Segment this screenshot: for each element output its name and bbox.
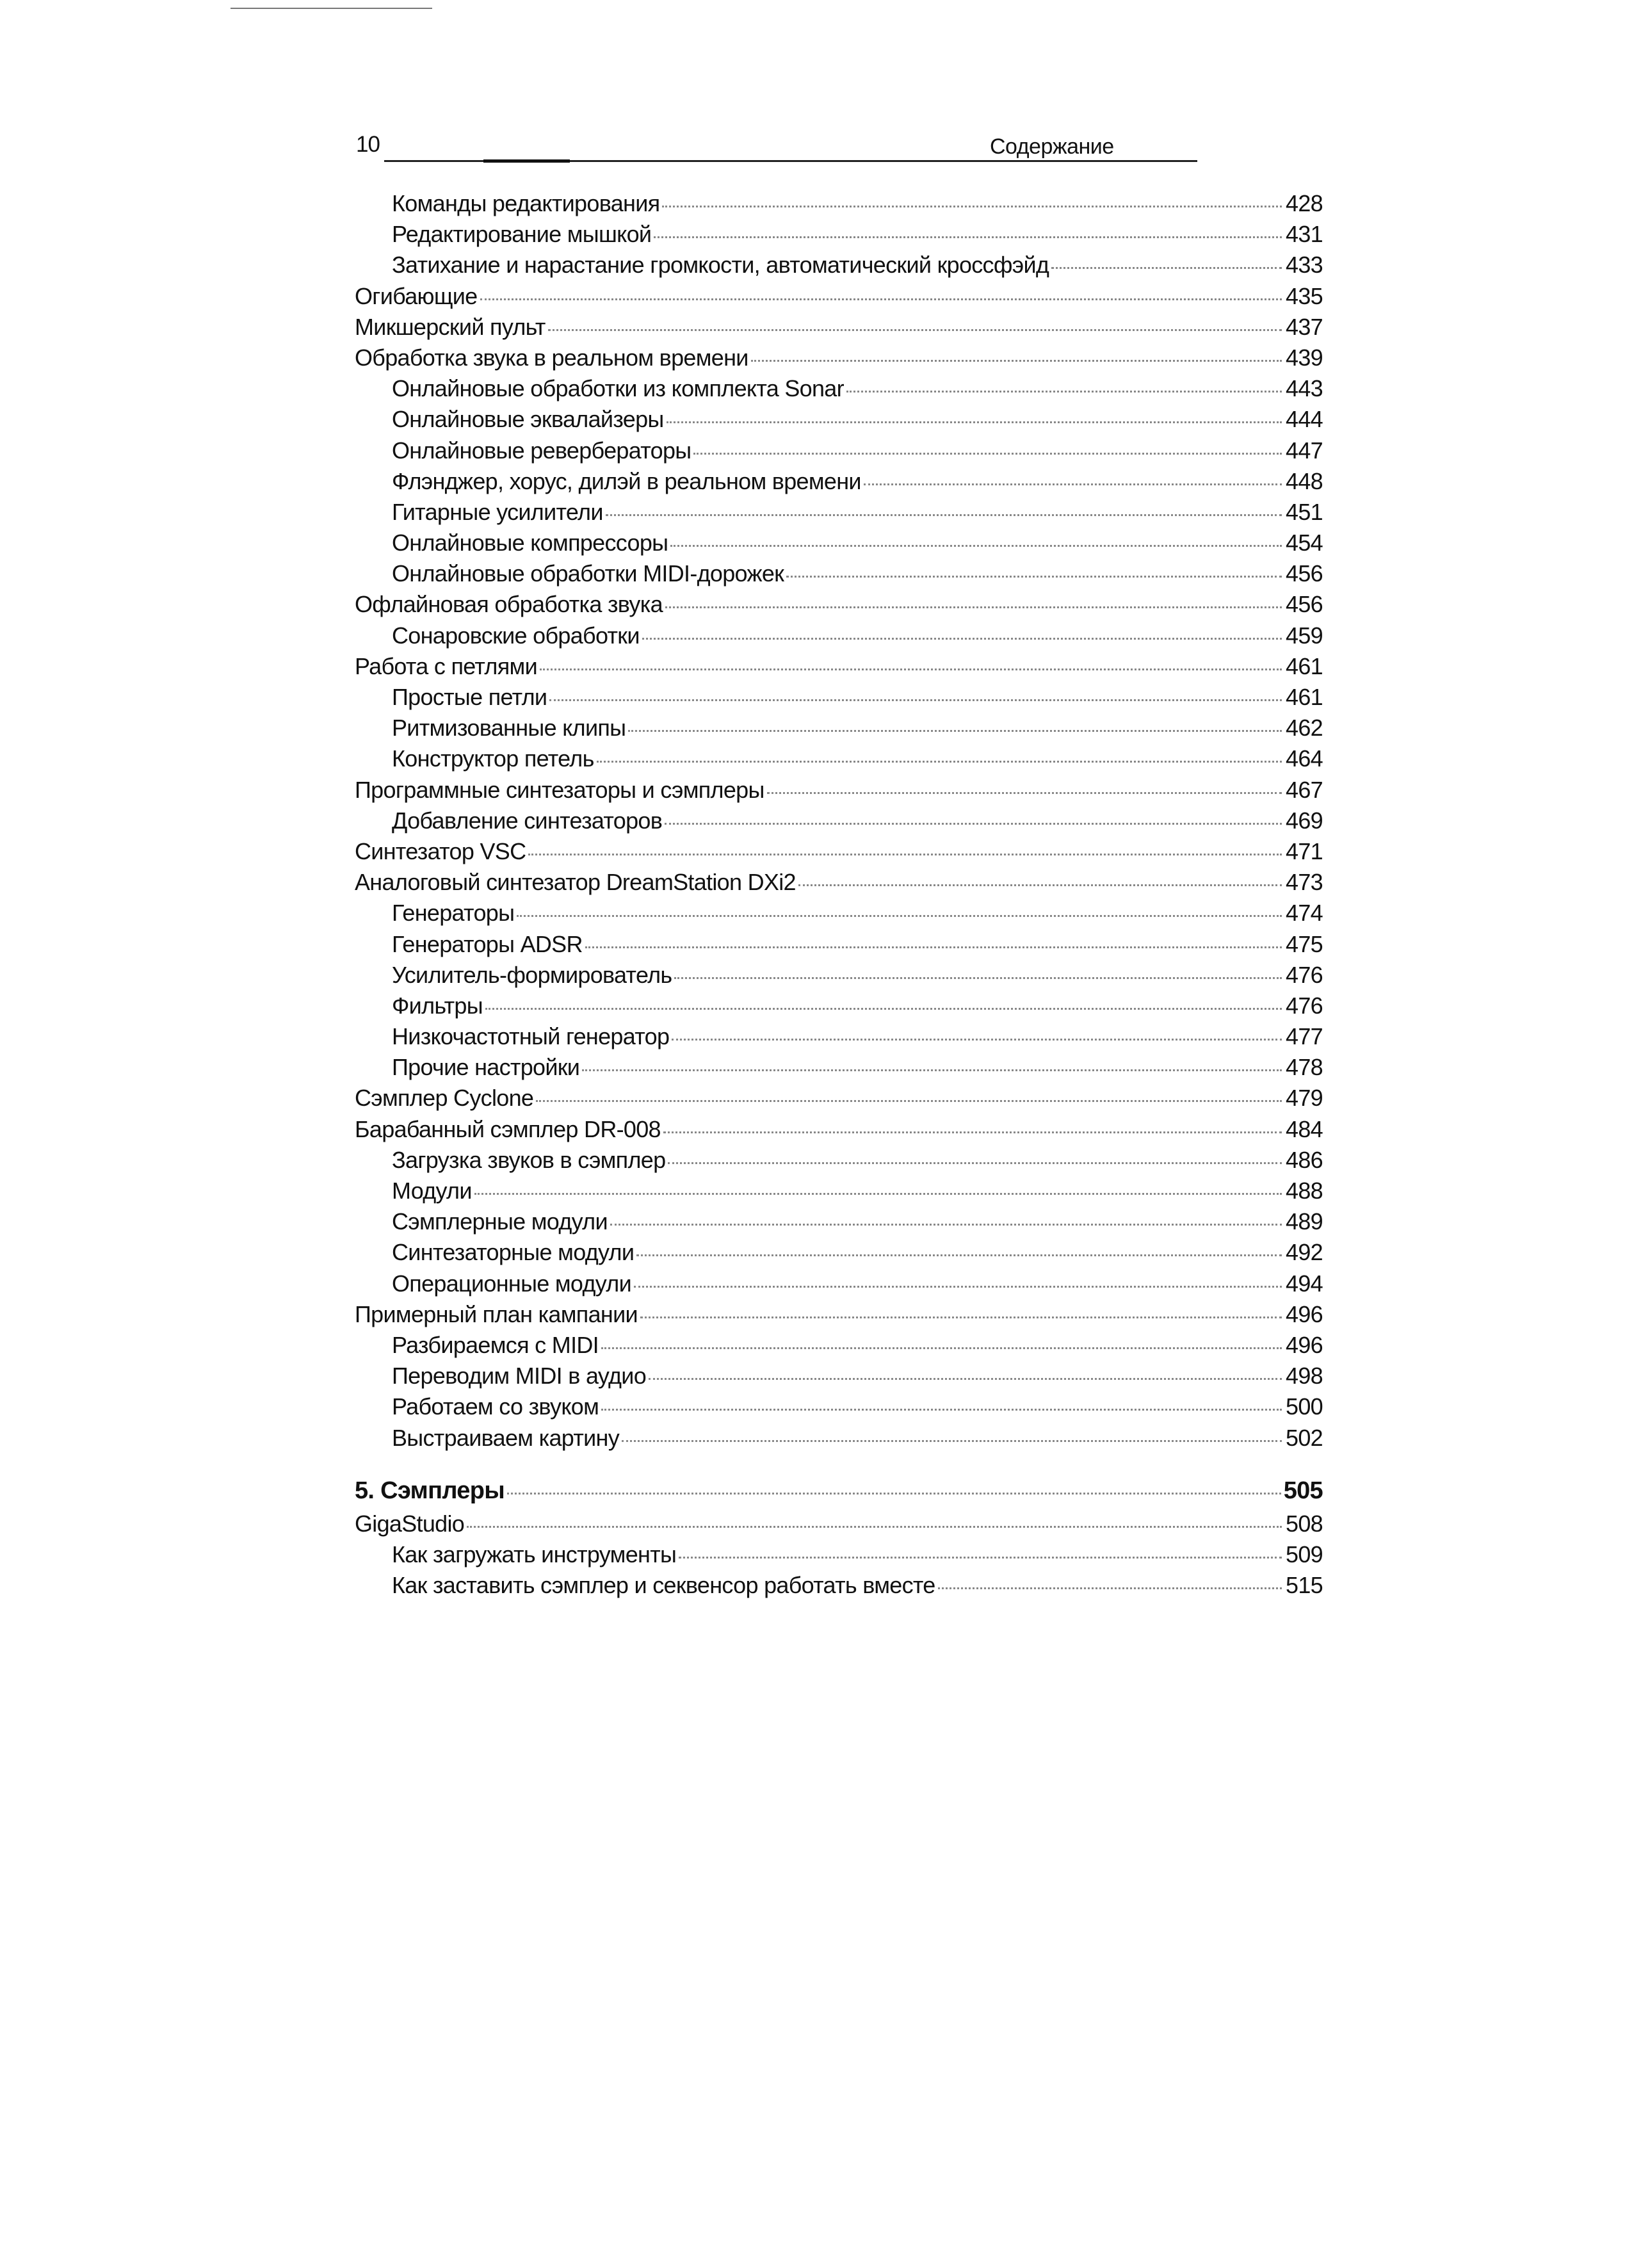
toc-entry-page: 478 <box>1286 1054 1323 1081</box>
toc-dot-leader <box>640 1316 1282 1318</box>
toc-entry-title: Онлайновые обработки MIDI-дорожек <box>392 560 784 587</box>
toc-entry[interactable] <box>355 188 1323 219</box>
toc-entry-page: 433 <box>1286 252 1323 279</box>
toc-entry[interactable] <box>355 960 1323 991</box>
toc-dot-leader <box>751 360 1282 362</box>
toc-entry-page: 505 <box>1283 1477 1323 1504</box>
toc-dot-leader <box>672 1039 1282 1041</box>
toc-dot-leader <box>528 854 1282 855</box>
toc-entry[interactable] <box>355 589 1323 620</box>
toc-entry[interactable] <box>355 343 1323 373</box>
toc-entry-title: Примерный план кампании <box>355 1300 638 1327</box>
running-title: Содержание <box>990 134 1114 159</box>
toc-entry-page: 456 <box>1286 560 1323 587</box>
toc-entry-page: 508 <box>1286 1510 1323 1537</box>
table-of-contents <box>355 188 1323 1601</box>
toc-entry-title: Команды редактирования <box>392 190 660 216</box>
toc-entry[interactable] <box>355 281 1323 312</box>
toc-entry-page: 488 <box>1286 1178 1323 1204</box>
toc-dot-leader <box>662 206 1282 207</box>
toc-dot-leader <box>601 1409 1282 1411</box>
toc-entry[interactable] <box>355 1114 1323 1145</box>
toc-entry[interactable] <box>355 1509 1323 1539</box>
toc-entry-title: Как загружать инструменты <box>392 1541 677 1567</box>
toc-entry-title: Фильтры <box>392 992 483 1019</box>
toc-entry-title: Микшерский пульт <box>355 313 546 340</box>
toc-entry-title: GigaStudio <box>355 1510 465 1537</box>
toc-entry-title: Сонаровские обработки <box>392 622 640 649</box>
toc-entry[interactable] <box>355 1391 1323 1422</box>
toc-entry[interactable] <box>355 867 1323 898</box>
toc-dot-leader <box>548 329 1282 331</box>
toc-entry[interactable] <box>355 1052 1323 1083</box>
toc-entry-title: Затихание и нарастание громкости, автоматический кроссфэйд <box>392 252 1049 279</box>
toc-entry[interactable] <box>355 806 1323 836</box>
toc-entry-title: Сэмплерные модули <box>392 1208 608 1235</box>
toc-entry-page: 459 <box>1286 622 1323 649</box>
toc-entry-page: 444 <box>1286 406 1323 433</box>
page-header <box>352 131 1325 168</box>
toc-dot-leader <box>864 483 1282 485</box>
toc-dot-leader <box>582 1069 1282 1071</box>
toc-dot-leader <box>642 638 1282 640</box>
toc-entry-title: Переводим MIDI в аудио <box>392 1363 647 1389</box>
toc-entry-page: 479 <box>1286 1085 1323 1112</box>
toc-entry-page: 515 <box>1286 1572 1323 1599</box>
toc-dot-leader <box>938 1587 1282 1589</box>
toc-dot-leader <box>679 1557 1282 1559</box>
toc-entry-page: 476 <box>1286 961 1323 988</box>
toc-dot-leader <box>517 915 1282 917</box>
toc-dot-leader <box>649 1378 1282 1380</box>
toc-dot-leader <box>1051 267 1282 269</box>
toc-entry-page: 473 <box>1286 869 1323 896</box>
toc-entry-page: 496 <box>1286 1300 1323 1327</box>
toc-chapter-entry[interactable] <box>355 1473 1323 1509</box>
toc-entry-title: Программные синтезаторы и сэмплеры <box>355 776 764 803</box>
toc-dot-leader <box>597 761 1282 763</box>
toc-entry[interactable] <box>355 775 1323 806</box>
toc-entry-page: 428 <box>1286 190 1323 216</box>
toc-dot-leader <box>622 1440 1282 1442</box>
toc-entry-title: Работаем со звуком <box>392 1393 599 1420</box>
toc-dot-leader <box>654 236 1282 238</box>
toc-entry-title: Конструктор петель <box>392 745 594 772</box>
toc-entry[interactable] <box>355 682 1323 713</box>
toc-dot-leader <box>601 1347 1282 1349</box>
toc-entry[interactable] <box>355 1237 1323 1268</box>
toc-entry[interactable] <box>355 404 1323 435</box>
toc-entry-page: 435 <box>1286 282 1323 309</box>
toc-dot-leader <box>536 1100 1282 1102</box>
toc-dot-leader <box>798 884 1282 886</box>
toc-entry-page: 474 <box>1286 900 1323 927</box>
toc-entry[interactable] <box>355 898 1323 928</box>
page-number: 10 <box>356 132 380 157</box>
toc-dot-leader <box>670 545 1282 547</box>
toc-entry-title: Генераторы ADSR <box>392 930 583 957</box>
toc-entry[interactable] <box>355 312 1323 343</box>
toc-entry-title: Синтезатор VSC <box>355 838 526 864</box>
toc-dot-leader <box>474 1193 1282 1195</box>
toc-entry-title: Ритмизованные клипы <box>392 715 626 741</box>
toc-entry-page: 500 <box>1286 1393 1323 1420</box>
toc-entry-page: 443 <box>1286 375 1323 402</box>
toc-entry-title: Простые петли <box>392 684 547 710</box>
toc-entry[interactable] <box>355 497 1323 528</box>
toc-entry-title: Работа с петлями <box>355 652 537 679</box>
toc-dot-leader <box>665 606 1282 608</box>
toc-entry[interactable] <box>355 250 1323 280</box>
toc-entry-page: 467 <box>1286 776 1323 803</box>
toc-entry[interactable] <box>355 435 1323 466</box>
toc-entry[interactable] <box>355 713 1323 743</box>
toc-entry-page: 492 <box>1286 1239 1323 1266</box>
toc-dot-leader <box>668 1162 1282 1164</box>
toc-dot-leader <box>786 576 1282 578</box>
toc-entry-page: 502 <box>1286 1424 1323 1451</box>
toc-entry[interactable] <box>355 1570 1323 1601</box>
toc-dot-leader <box>663 1131 1282 1133</box>
toc-entry-page: 486 <box>1286 1146 1323 1173</box>
toc-entry[interactable] <box>355 1299 1323 1330</box>
toc-entry-title: Онлайновые обработки из комплекта Sonar <box>392 375 844 402</box>
toc-entry[interactable] <box>355 1361 1323 1391</box>
toc-entry-title: Аналоговый синтезатор DreamStation DXi2 <box>355 869 796 896</box>
toc-dot-leader <box>628 730 1282 732</box>
toc-entry-page: 431 <box>1286 221 1323 248</box>
toc-dot-leader <box>674 977 1282 979</box>
toc-dot-leader <box>585 946 1282 948</box>
toc-dot-leader <box>467 1526 1282 1528</box>
toc-dot-leader <box>480 298 1282 300</box>
toc-entry[interactable] <box>355 1206 1323 1237</box>
header-rule-accent <box>483 159 570 163</box>
toc-entry-page: 477 <box>1286 1023 1323 1050</box>
toc-entry-title: Как заставить сэмплер и секвенсор работать вместе <box>392 1572 935 1599</box>
toc-dot-leader <box>665 823 1282 825</box>
toc-entry[interactable] <box>355 466 1323 497</box>
toc-entry-title: Редактирование мышкой <box>392 221 652 248</box>
toc-entry-title: Синтезаторные модули <box>392 1239 635 1266</box>
toc-entry[interactable] <box>355 1539 1323 1570</box>
toc-dot-leader <box>846 391 1282 393</box>
toc-entry-page: 448 <box>1286 467 1323 494</box>
scan-artifact-line <box>230 8 432 9</box>
toc-entry-title: Барабанный сэмплер DR-008 <box>355 1115 661 1142</box>
toc-entry[interactable] <box>355 373 1323 404</box>
toc-entry-page: 462 <box>1286 715 1323 741</box>
toc-entry[interactable] <box>355 528 1323 558</box>
toc-entry-title: Онлайновые компрессоры <box>392 530 668 556</box>
toc-entry-page: 484 <box>1286 1115 1323 1142</box>
toc-entry-title: Низкочастотный генератор <box>392 1023 670 1050</box>
toc-entry-title: Обработка звука в реальном времени <box>355 344 748 371</box>
toc-entry[interactable] <box>355 1021 1323 1052</box>
toc-dot-leader <box>634 1286 1282 1288</box>
toc-entry[interactable] <box>355 1330 1323 1361</box>
toc-entry-page: 454 <box>1286 530 1323 556</box>
toc-entry[interactable] <box>355 743 1323 774</box>
toc-entry[interactable] <box>355 651 1323 682</box>
toc-entry-page: 475 <box>1286 930 1323 957</box>
toc-entry-title: Сэмплер Cyclone <box>355 1085 534 1112</box>
toc-entry-title: Добавление синтезаторов <box>392 807 663 834</box>
toc-entry-page: 439 <box>1286 344 1323 371</box>
toc-entry-title: Операционные модули <box>392 1270 631 1297</box>
toc-entry[interactable] <box>355 620 1323 651</box>
toc-dot-leader <box>485 1008 1282 1010</box>
toc-dot-leader <box>636 1254 1282 1256</box>
toc-entry-title: Выстраиваем картину <box>392 1424 620 1451</box>
toc-entry-page: 464 <box>1286 745 1323 772</box>
toc-entry[interactable] <box>355 1083 1323 1114</box>
toc-entry[interactable] <box>355 836 1323 867</box>
toc-entry-title: Загрузка звуков в сэмплер <box>392 1146 666 1173</box>
toc-entry-title: Разбираемся с MIDI <box>392 1331 599 1358</box>
toc-dot-leader <box>540 668 1282 670</box>
toc-dot-leader <box>667 421 1282 423</box>
toc-dot-leader <box>767 792 1282 794</box>
toc-entry-page: 476 <box>1286 992 1323 1019</box>
toc-dot-leader <box>610 1224 1282 1226</box>
toc-entry-page: 461 <box>1286 652 1323 679</box>
toc-entry[interactable] <box>355 219 1323 250</box>
toc-entry-page: 496 <box>1286 1331 1323 1358</box>
toc-entry-page: 494 <box>1286 1270 1323 1297</box>
toc-entry-title: Прочие настройки <box>392 1054 580 1081</box>
toc-entry-page: 456 <box>1286 591 1323 618</box>
toc-entry-title: Генераторы <box>392 900 515 927</box>
toc-entry[interactable] <box>355 929 1323 960</box>
toc-entry-title: Офлайновая обработка звука <box>355 591 663 618</box>
toc-entry-title: Онлайновые эквалайзеры <box>392 406 664 433</box>
toc-entry[interactable] <box>355 1145 1323 1176</box>
toc-dot-leader <box>507 1493 1281 1494</box>
toc-dot-leader <box>549 699 1282 701</box>
toc-entry[interactable] <box>355 558 1323 589</box>
toc-entry[interactable] <box>355 1423 1323 1454</box>
toc-entry-page: 509 <box>1286 1541 1323 1567</box>
toc-entry[interactable] <box>355 1176 1323 1206</box>
toc-entry-page: 498 <box>1286 1363 1323 1389</box>
toc-entry-title: Модули <box>392 1178 472 1204</box>
toc-entry-page: 471 <box>1286 838 1323 864</box>
toc-entry-title: Флэнджер, хорус, дилэй в реальном времени <box>392 467 861 494</box>
toc-dot-leader <box>606 514 1282 516</box>
toc-entry[interactable] <box>355 1268 1323 1299</box>
toc-entry-page: 469 <box>1286 807 1323 834</box>
toc-entry-title: Гитарные усилители <box>392 498 603 525</box>
toc-entry-title: 5. Сэмплеры <box>355 1477 505 1504</box>
toc-entry-page: 451 <box>1286 498 1323 525</box>
toc-entry-page: 447 <box>1286 437 1323 464</box>
toc-entry[interactable] <box>355 991 1323 1021</box>
toc-entry-page: 437 <box>1286 313 1323 340</box>
toc-entry-title: Усилитель-формирователь <box>392 961 672 988</box>
toc-entry-page: 489 <box>1286 1208 1323 1235</box>
toc-entry-page: 461 <box>1286 684 1323 710</box>
toc-entry-title: Огибающие <box>355 282 478 309</box>
toc-entry-title: Онлайновые ревербераторы <box>392 437 691 464</box>
toc-dot-leader <box>693 453 1282 455</box>
